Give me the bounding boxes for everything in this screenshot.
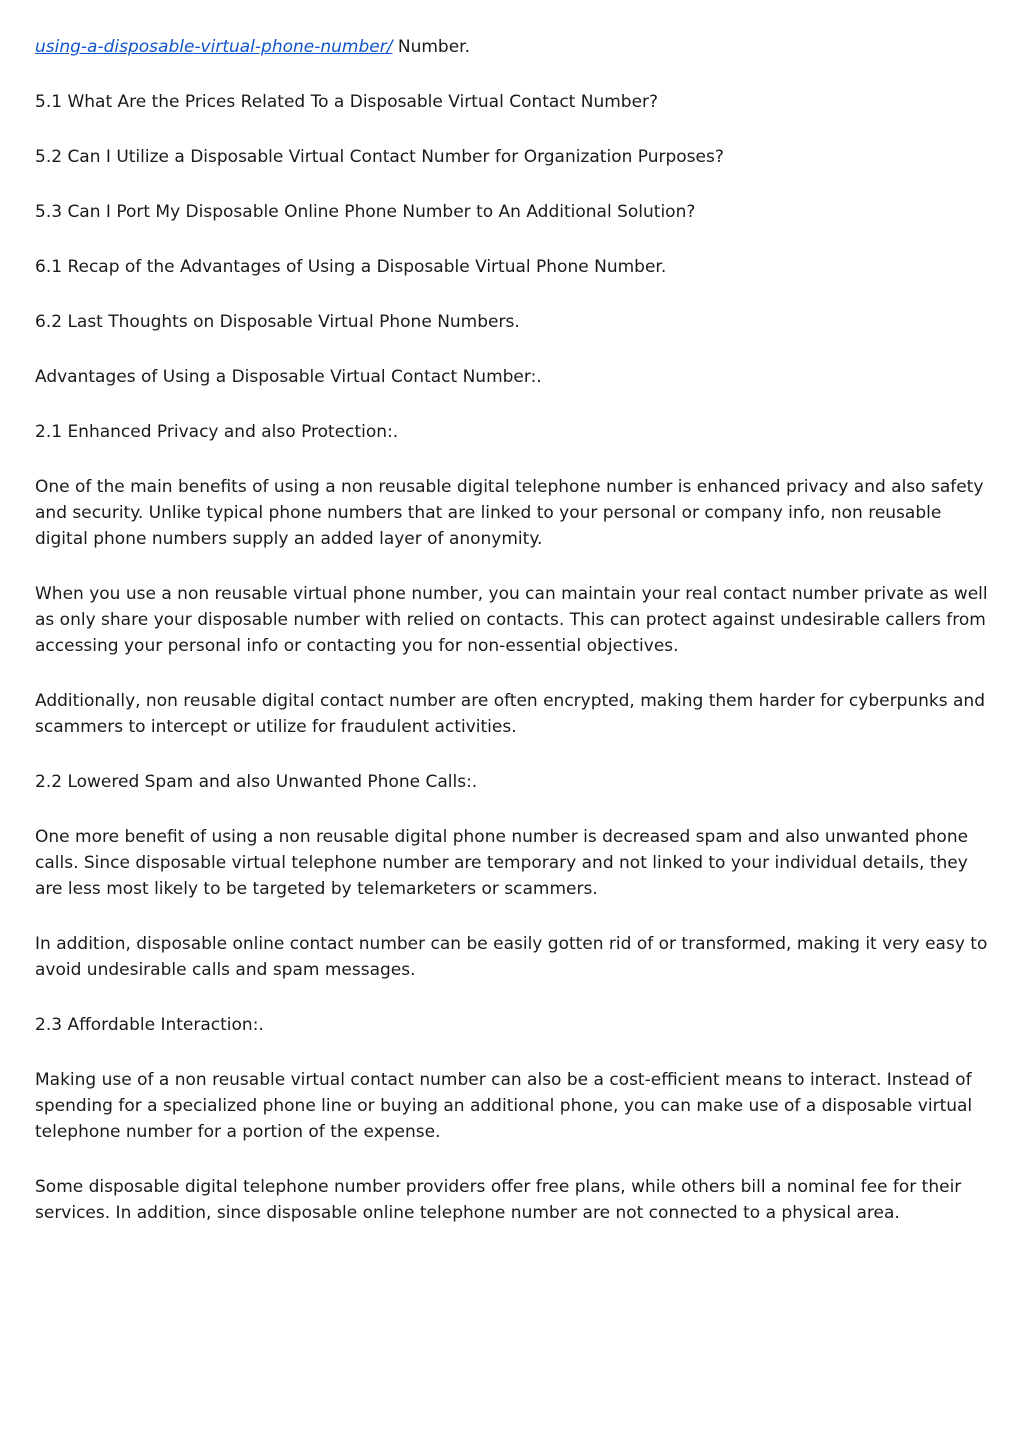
section-title: Advantages of Using a Disposable Virtual Contact Number:. xyxy=(35,367,542,387)
toc-item-5-1: 5.1 What Are the Prices Related To a Disposable Virtual Contact Number? xyxy=(35,92,659,112)
intro-line xyxy=(35,34,990,60)
section-2-2-heading: 2.2 Lowered Spam and also Unwanted Phone Calls:. xyxy=(35,772,478,792)
section-2-1-paragraph-3: Additionally, non reusable digital contact number are often encrypted, making them harder for cyberpunks and scammers to intercept or utilize for fraudulent activities. xyxy=(35,691,985,737)
section-2-1-heading: 2.1 Enhanced Privacy and also Protection:. xyxy=(35,422,399,442)
toc-item-6-2: 6.2 Last Thoughts on Disposable Virtual Phone Numbers. xyxy=(35,312,520,332)
document-page xyxy=(35,34,990,1255)
section-2-1-paragraph-1: One of the main benefits of using a non reusable digital telephone number is enhanced privacy and also safety and security. Unlike typical phone numbers that are linked to your personal or company info, non reusable digital phone numbers supply an added layer of anonymity. xyxy=(35,477,984,549)
intro-line-suffix: Number. xyxy=(392,37,470,57)
section-2-3-heading: 2.3 Affordable Interaction:. xyxy=(35,1015,264,1035)
section-2-2-paragraph-2: In addition, disposable online contact number can be easily gotten rid of or transformed, making it very easy to avoid undesirable calls and spam messages. xyxy=(35,934,988,980)
toc-item-5-3: 5.3 Can I Port My Disposable Online Phone Number to An Additional Solution? xyxy=(35,202,696,222)
article-link[interactable]: using-a-disposable-virtual-phone-number/ xyxy=(35,37,393,57)
section-2-3-paragraph-2: Some disposable digital telephone number providers offer free plans, while others bill a nominal fee for their services. In addition, since disposable online telephone number are not connected to a physical area. xyxy=(35,1177,962,1223)
section-2-3-paragraph-1: Making use of a non reusable virtual contact number can also be a cost-efficient means to interact. Instead of spending for a specialized phone line or buying an additional phone, you can make use of a disposable virtual telephone number for a portion of the expense. xyxy=(35,1070,973,1142)
toc-item-5-2: 5.2 Can I Utilize a Disposable Virtual Contact Number for Organization Purposes? xyxy=(35,147,724,167)
section-2-1-paragraph-2: When you use a non reusable virtual phone number, you can maintain your real contact number private as well as only share your disposable number with relied on contacts. This can protect against undesirable callers from accessing your personal info or contacting you for non-essential objectives. xyxy=(35,584,988,656)
section-2-2-paragraph-1: One more benefit of using a non reusable digital phone number is decreased spam and also unwanted phone calls. Since disposable virtual telephone number are temporary and not linked to your individual details, they are less most likely to be targeted by telemarketers or scammers. xyxy=(35,827,969,899)
toc-item-6-1: 6.1 Recap of the Advantages of Using a Disposable Virtual Phone Number. xyxy=(35,257,667,277)
